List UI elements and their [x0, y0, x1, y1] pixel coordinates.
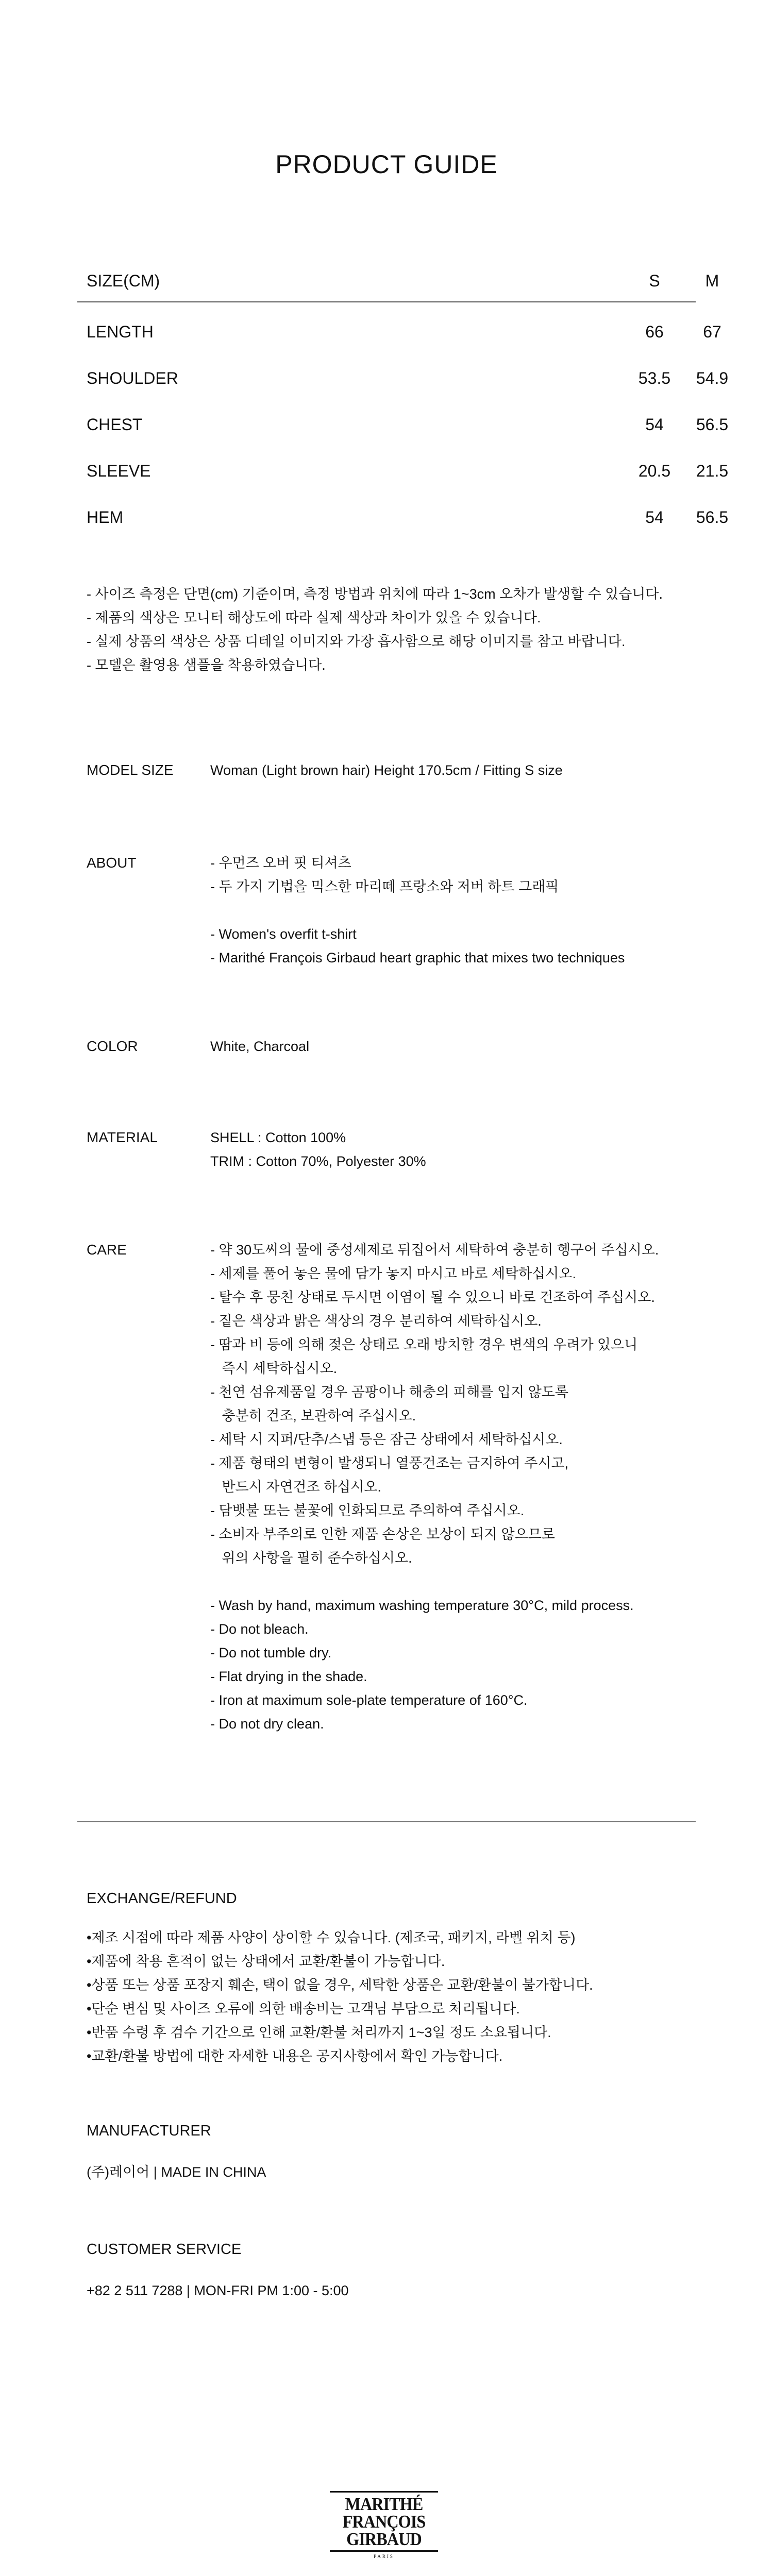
section-divider [77, 1821, 696, 1822]
care-line: 반드시 자연건조 하십시오. [210, 1479, 381, 1495]
about-line: - 두 가지 기법을 믹스한 마리떼 프랑소와 저버 하트 그래픽 [210, 879, 559, 894]
logo-rule-bottom [330, 2550, 438, 2552]
customer-service-section [87, 2238, 349, 2302]
logo-line: FRANÇOIS [342, 2512, 426, 2532]
row-label: SHOULDER [87, 369, 178, 387]
table-row [77, 494, 729, 540]
table-row [77, 355, 729, 401]
row-label: LENGTH [87, 323, 154, 341]
care-line: - 세제를 풀어 놓은 물에 담가 놓지 마시고 바로 세탁하십시오. [210, 1266, 576, 1281]
exchange-heading: EXCHANGE/REFUND [87, 1890, 237, 1907]
row-value-m: 54.9 [696, 369, 729, 387]
logo-line: MARITHÉ [345, 2494, 423, 2514]
note-line: - 사이즈 측정은 단면(cm) 기준이며, 측정 방법과 위치에 따라 1~3cm 오차가 발생할 수 있습니다. [87, 586, 663, 602]
material-label: MATERIAL [87, 1129, 158, 1145]
exchange-line: •교환/환불 방법에 대한 자세한 내용은 공지사항에서 확인 가능합니다. [87, 2048, 503, 2064]
care-line: - 탈수 후 뭉친 상태로 두시면 이염이 될 수 있으니 바로 건조하여 주십시오. [210, 1290, 655, 1305]
page-title: PRODUCT GUIDE [275, 150, 498, 179]
exchange-refund-section [87, 1887, 593, 2068]
care-line: - Do not bleach. [210, 1621, 309, 1637]
row-label: HEM [87, 508, 124, 527]
care-line: - 약 30도씨의 물에 중성세제로 뒤집어서 세탁하여 충분히 헹구어 주십시오. [210, 1242, 659, 1258]
row-value-m: 56.5 [696, 508, 729, 527]
size-notes [87, 582, 663, 677]
customer-service-lines [87, 2279, 349, 2302]
care-line: - Iron at maximum sole-plate temperature of 160°C. [210, 1692, 528, 1708]
model-size-value: Woman (Light brown hair) Height 170.5cm / Fitting S size [210, 762, 563, 778]
exchange-line: •단순 변심 및 사이즈 오류에 의한 배송비는 고객님 부담으로 처리됩니다. [87, 2001, 520, 2016]
customer-service-value: +82 2 511 7288 | MON-FRI PM 1:00 - 5:00 [87, 2283, 349, 2298]
care-line: - 담뱃불 또는 불꽃에 인화되므로 주의하여 주십시오. [210, 1503, 525, 1518]
row-label: SLEEVE [87, 462, 151, 480]
size-table-header [77, 260, 719, 301]
about-line [210, 899, 625, 922]
size-header-label: SIZE(CM) [87, 272, 160, 290]
logo-line: GIRBAUD [346, 2529, 422, 2549]
color-label: COLOR [87, 1038, 138, 1054]
about-value [210, 851, 625, 970]
size-table-divider [77, 301, 696, 302]
exchange-line: •제조 시점에 따라 제품 사양이 상이할 수 있습니다. (제조국, 패키지, 라벨 위치 등) [87, 1930, 576, 1945]
size-table [77, 260, 729, 540]
manufacturer-value: (주)레이어 | MADE IN CHINA [87, 2164, 266, 2180]
manufacturer-lines [87, 2160, 266, 2184]
care-line: - 제품 형태의 변형이 발생되니 열풍건조는 금지하여 주시고, [210, 1455, 568, 1471]
row-value-m: 67 [703, 323, 721, 341]
care-line: 위의 사항을 필히 준수하십시오. [210, 1550, 412, 1566]
color-value: White, Charcoal [210, 1039, 310, 1054]
care-line: - 짙은 색상과 밝은 색상의 경우 분리하여 세탁하십시오. [210, 1313, 542, 1329]
care-line: 충분히 건조, 보관하여 주십시오. [210, 1408, 416, 1423]
table-row [77, 448, 729, 494]
exchange-line: •반품 수령 후 검수 기간으로 인해 교환/환불 처리까지 1~3일 정도 소요됩니다. [87, 2025, 551, 2040]
about-line: - Women's overfit t-shirt [210, 926, 357, 942]
row-value-s: 54 [645, 508, 664, 527]
exchange-lines [87, 1926, 593, 2068]
material-line: TRIM : Cotton 70%, Polyester 30% [210, 1154, 426, 1169]
row-value-s: 66 [645, 323, 664, 341]
material-value [210, 1126, 426, 1173]
care-line: - 땀과 비 등에 의해 젖은 상태로 오래 방치할 경우 변색의 우려가 있으니 [210, 1337, 638, 1352]
row-value-m: 56.5 [696, 415, 729, 434]
size-header-s: S [649, 272, 660, 290]
row-value-s: 53.5 [638, 369, 671, 387]
about-label: ABOUT [87, 855, 137, 871]
care-line [210, 1570, 659, 1594]
customer-service-heading: CUSTOMER SERVICE [87, 2241, 242, 2258]
about-line: - Marithé François Girbaud heart graphic that mixes two techniques [210, 950, 625, 965]
material-line: SHELL : Cotton 100% [210, 1130, 346, 1145]
care-line: - 세탁 시 지퍼/단추/스냅 등은 잠근 상태에서 세탁하십시오. [210, 1432, 563, 1447]
care-line: - Wash by hand, maximum washing temperature 30°C, mild process. [210, 1598, 634, 1613]
care-line: - 천연 섬유제품일 경우 곰팡이나 해충의 피해를 입지 않도록 [210, 1384, 568, 1400]
care-line: - Do not tumble dry. [210, 1645, 332, 1660]
about-line: - 우먼즈 오버 핏 티셔츠 [210, 855, 351, 871]
note-line: - 실제 상품의 색상은 상품 디테일 이미지와 가장 흡사함으로 해당 이미지를 참고 바랍니다. [87, 634, 626, 649]
exchange-line: •상품 또는 상품 포장지 훼손, 택이 없을 경우, 세탁한 상품은 교환/환불이 불가합니다. [87, 1977, 593, 1993]
brand-logo [330, 2491, 438, 2559]
row-label: CHEST [87, 415, 143, 434]
note-line: - 모델은 촬영용 샘플을 착용하였습니다. [87, 657, 326, 673]
exchange-line: •제품에 착용 흔적이 없는 상태에서 교환/환불이 가능합니다. [87, 1954, 445, 1969]
model-size-label: MODEL SIZE [87, 762, 174, 778]
note-line: - 제품의 색상은 모니터 해상도에 따라 실제 색상과 차이가 있을 수 있습니다. [87, 610, 541, 625]
logo-sub: PARIS [374, 2554, 394, 2559]
row-value-s: 20.5 [638, 462, 671, 480]
table-row [77, 401, 729, 448]
care-line: - Do not dry clean. [210, 1716, 324, 1732]
row-value-s: 54 [645, 415, 664, 434]
care-label: CARE [87, 1242, 127, 1258]
row-value-m: 21.5 [696, 462, 729, 480]
size-header-m: M [705, 272, 719, 290]
manufacturer-heading: MANUFACTURER [87, 2123, 211, 2139]
care-line: - Flat drying in the shade. [210, 1669, 367, 1684]
manufacturer-section [87, 2119, 266, 2184]
care-value [210, 1238, 659, 1736]
care-line: 즉시 세탁하십시오. [210, 1361, 338, 1376]
table-row [77, 309, 721, 355]
care-line: - 소비자 부주의로 인한 제품 손상은 보상이 되지 않으므로 [210, 1527, 555, 1542]
